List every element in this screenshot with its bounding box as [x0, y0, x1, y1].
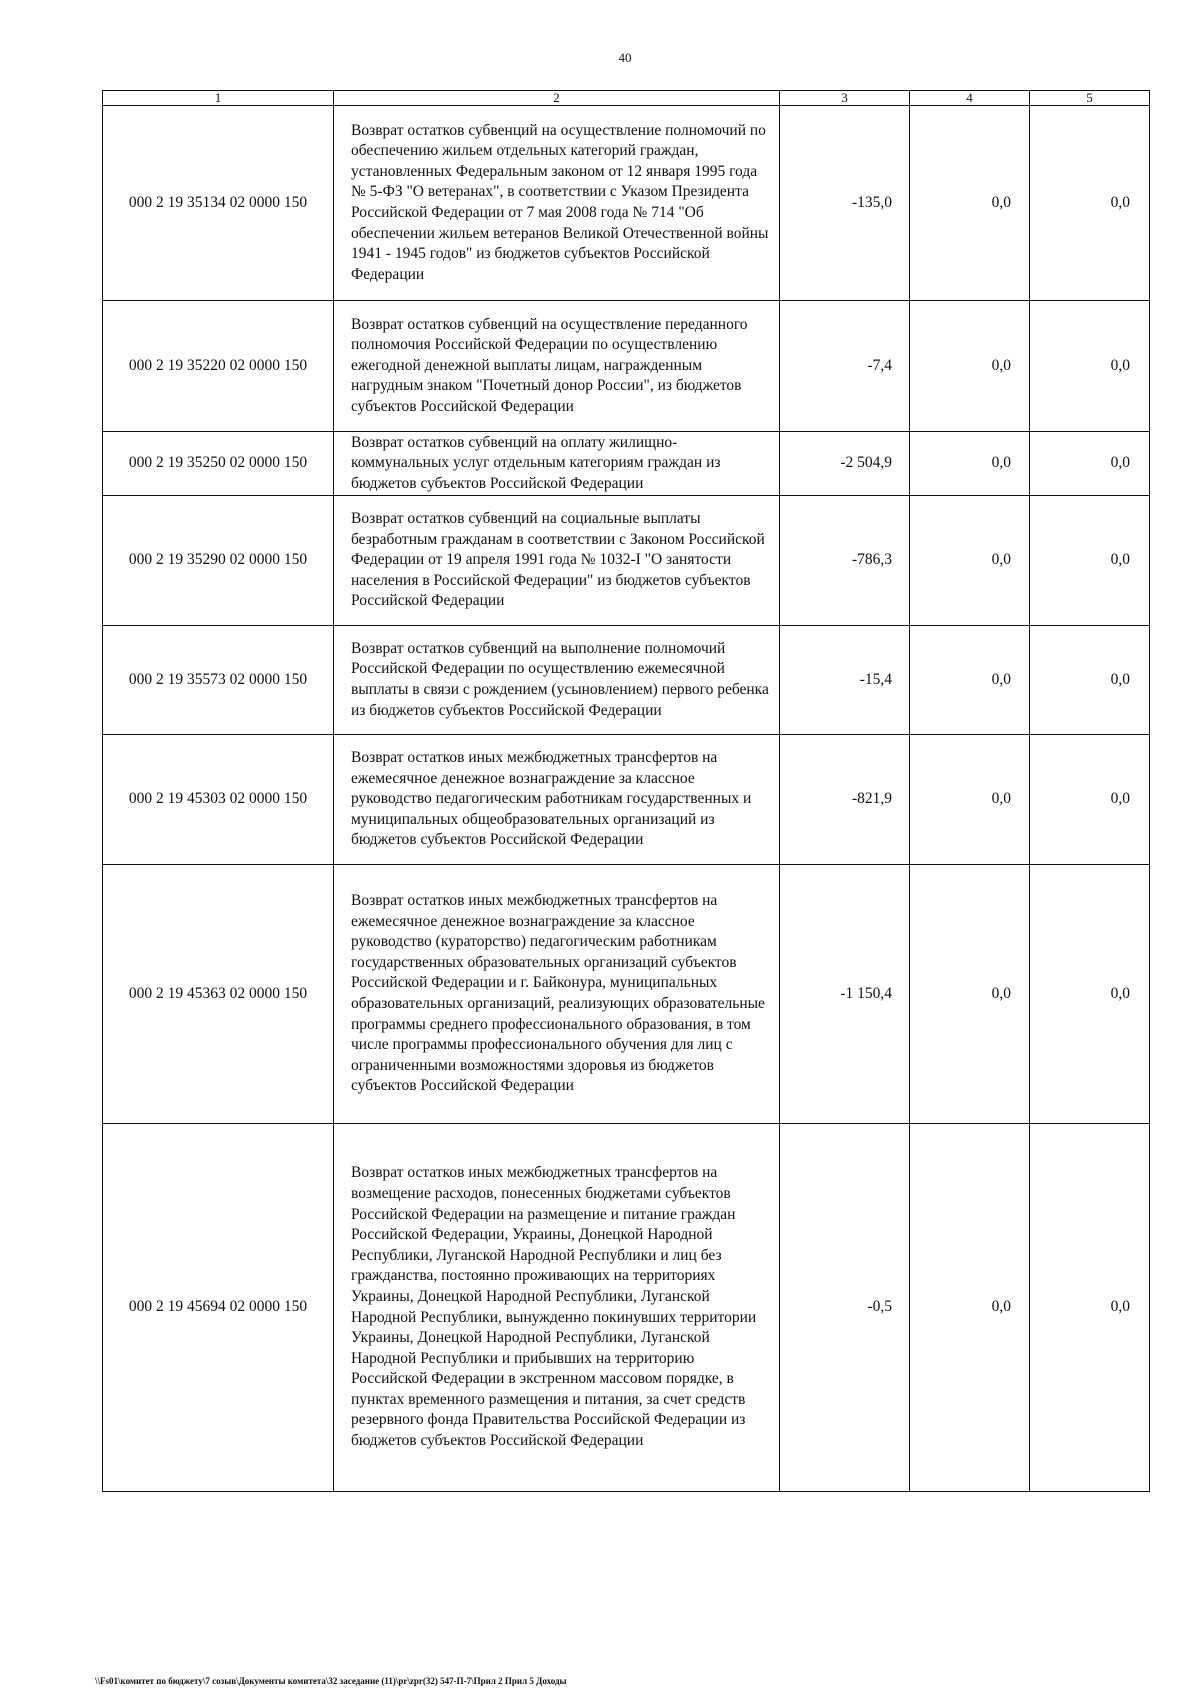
value-col-3: -1 150,4 — [780, 865, 910, 1124]
row-description: Возврат остатков иных межбюджетных трансфертов на ежемесячное денежное вознаграждение за классное руководство педагогическим работникам государственных и муниципальных общеобразовательных организаций из бюджетов субъектов Российской Федерации — [334, 735, 780, 865]
header-col-5: 5 — [1030, 91, 1150, 106]
header-col-3: 3 — [780, 91, 910, 106]
value-col-3: -2 504,9 — [780, 432, 910, 496]
value-col-5: 0,0 — [1030, 735, 1150, 865]
row-description: Возврат остатков субвенций на осуществление переданного полномочия Российской Федерации по осуществлению ежегодной денежной выплаты лицам, награжденным нагрудным знаком "Почетный донор России", из бюджетов субъектов Российской Федерации — [334, 301, 780, 432]
table-row — [103, 432, 1150, 496]
value-col-3: -821,9 — [780, 735, 910, 865]
value-col-5: 0,0 — [1030, 496, 1150, 626]
budget-code: 000 2 19 45303 02 0000 150 — [103, 735, 334, 865]
table-row — [103, 1124, 1150, 1492]
budget-code: 000 2 19 35134 02 0000 150 — [103, 106, 334, 301]
budget-code: 000 2 19 45363 02 0000 150 — [103, 865, 334, 1124]
value-col-4: 0,0 — [910, 301, 1030, 432]
value-col-5: 0,0 — [1030, 432, 1150, 496]
footer-file-path: \\Fs01\комитет по бюджету\7 созыв\Документы комитета\32 заседание (11)\pr\zpr(32) 547-П-7\Прил 2 Прил 5 Доходы — [95, 1676, 567, 1686]
budget-code: 000 2 19 45694 02 0000 150 — [103, 1124, 334, 1492]
table-row — [103, 106, 1150, 301]
value-col-5: 0,0 — [1030, 1124, 1150, 1492]
value-col-4: 0,0 — [910, 626, 1030, 735]
value-col-3: -0,5 — [780, 1124, 910, 1492]
row-description: Возврат остатков иных межбюджетных трансфертов на ежемесячное денежное вознаграждение за классное руководство (кураторство) педагогическим работникам государственных образовательных организаций субъектов Российской Федерации и г. Байконура, муниципальных образовательных организаций, реализующих образовательные программы среднего профессионального образования, в том числе программы профессионального обучения для лиц с ограниченными возможностями здоровья из бюджетов субъектов Российской Федерации — [334, 865, 780, 1124]
header-col-4: 4 — [910, 91, 1030, 106]
value-col-3: -7,4 — [780, 301, 910, 432]
value-col-5: 0,0 — [1030, 106, 1150, 301]
value-col-5: 0,0 — [1030, 301, 1150, 432]
row-description: Возврат остатков субвенций на осуществление полномочий по обеспечению жильем отдельных категорий граждан, установленных Федеральным законом от 12 января 1995 года № 5-ФЗ "О ветеранах", в соответствии с Указом Президента Российской Федерации от 7 мая 2008 года № 714 "Об обеспечении жильем ветеранов Великой Отечественной войны 1941 - 1945 годов" из бюджетов субъектов Российской Федерации — [334, 106, 780, 301]
row-description: Возврат остатков субвенций на выполнение полномочий Российской Федерации по осуществлению ежемесячной выплаты в связи с рождением (усыновлением) первого ребенка из бюджетов субъектов Российской Федерации — [334, 626, 780, 735]
row-description: Возврат остатков иных межбюджетных трансфертов на возмещение расходов, понесенных бюджетами субъектов Российской Федерации на размещение и питание граждан Российской Федерации, Украины, Донецкой Народной Республики, Луганской Народной Республики и лиц без гражданства, постоянно проживающих на территориях Украины, Донецкой Народной Республики, Луганской Народной Республики, вынужденно покинувших территории Украины, Донецкой Народной Республики, Луганской Народной Республики и прибывших на территорию Российской Федерации в экстренном массовом порядке, в пунктах временного размещения и питания, за счет средств резервного фонда Правительства Российской Федерации из бюджетов субъектов Российской Федерации — [334, 1124, 780, 1492]
value-col-5: 0,0 — [1030, 626, 1150, 735]
row-description: Возврат остатков субвенций на социальные выплаты безработным гражданам в соответствии с Законом Российской Федерации от 19 апреля 1991 года № 1032-I "О занятости населения в Российской Федерации" из бюджетов субъектов Российской Федерации — [334, 496, 780, 626]
revenue-table — [102, 90, 1150, 1492]
value-col-4: 0,0 — [910, 496, 1030, 626]
value-col-5: 0,0 — [1030, 865, 1150, 1124]
value-col-4: 0,0 — [910, 735, 1030, 865]
table-row — [103, 735, 1150, 865]
table-row — [103, 301, 1150, 432]
budget-code: 000 2 19 35250 02 0000 150 — [103, 432, 334, 496]
value-col-3: -135,0 — [780, 106, 910, 301]
value-col-4: 0,0 — [910, 1124, 1030, 1492]
header-col-2: 2 — [334, 91, 780, 106]
table-row — [103, 626, 1150, 735]
value-col-3: -15,4 — [780, 626, 910, 735]
budget-code: 000 2 19 35573 02 0000 150 — [103, 626, 334, 735]
row-description: Возврат остатков субвенций на оплату жилищно-коммунальных услуг отдельным категориям граждан из бюджетов субъектов Российской Федерации — [334, 432, 780, 496]
value-col-4: 0,0 — [910, 432, 1030, 496]
value-col-4: 0,0 — [910, 106, 1030, 301]
budget-code: 000 2 19 35290 02 0000 150 — [103, 496, 334, 626]
budget-code: 000 2 19 35220 02 0000 150 — [103, 301, 334, 432]
header-col-1: 1 — [103, 91, 334, 106]
table-row — [103, 865, 1150, 1124]
page-number: 40 — [618, 50, 632, 65]
table-row — [103, 496, 1150, 626]
value-col-4: 0,0 — [910, 865, 1030, 1124]
header-row — [103, 91, 1150, 106]
value-col-3: -786,3 — [780, 496, 910, 626]
